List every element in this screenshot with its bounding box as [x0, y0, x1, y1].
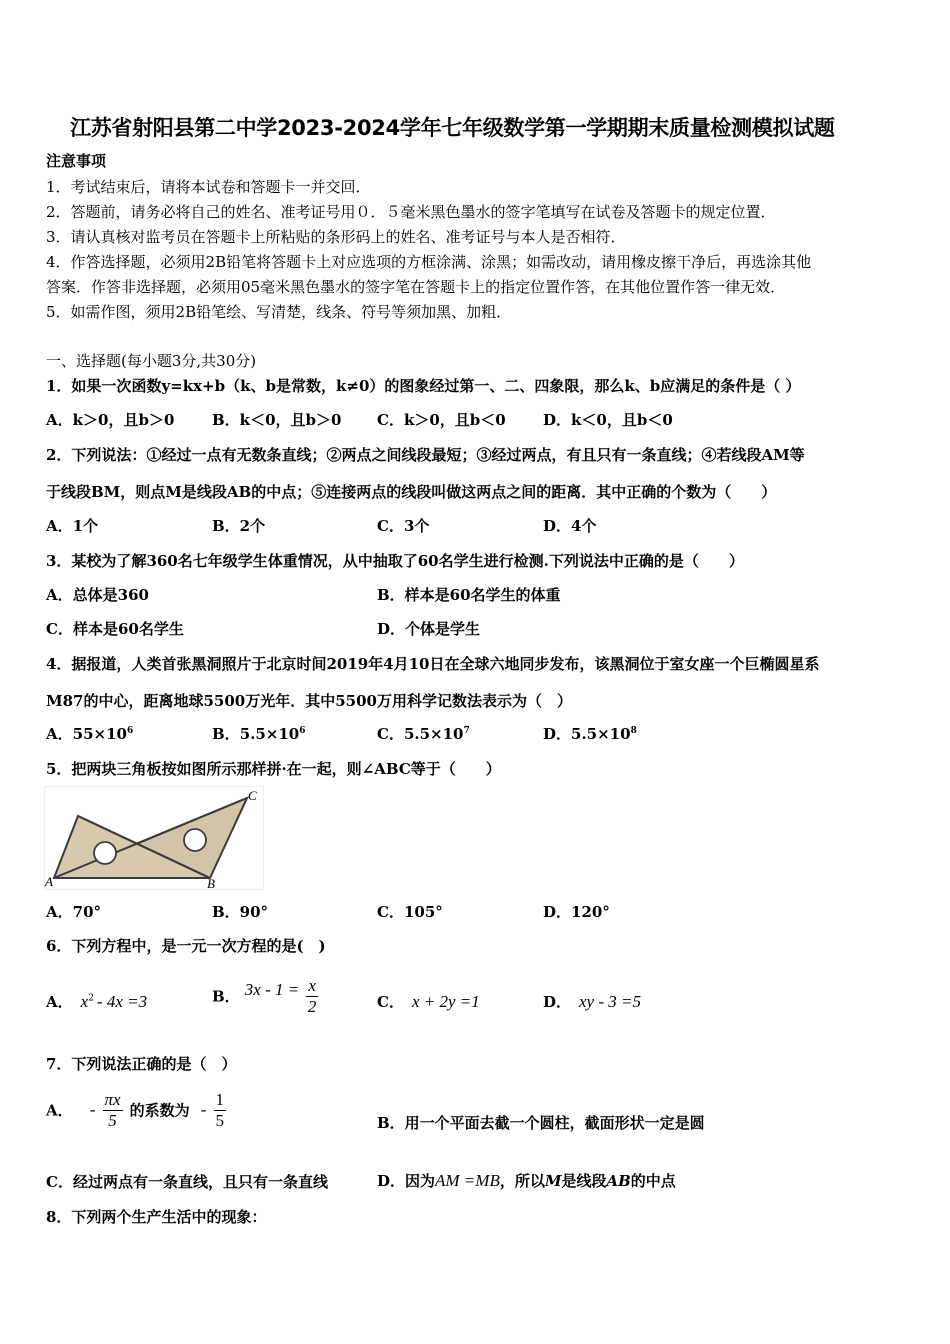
option-a: A．70° [46, 903, 102, 921]
option-a: A．k＞0，且b＞0 [46, 411, 175, 429]
option-a: A．$55\times 10^6$ [46, 725, 134, 743]
option-b: B．2个 [212, 517, 266, 535]
option-c: C．3个 [377, 517, 430, 535]
point-b-label: B [207, 876, 215, 890]
notice-item: 3．请认真核对监考员在答题卡上所粘贴的条形码上的姓名、准考证号与本人是否相符． [46, 228, 626, 246]
fraction: $\frac{x}{2}$ [307, 976, 317, 1016]
option-c: C．105° [377, 903, 443, 921]
option-c: C．k＞0，且b＜0 [377, 411, 506, 429]
option-b: B．样本是60名学生的体重 [377, 586, 561, 604]
question-stem: 4．据报道，人类首张黑洞照片于北京时间2019年4月10日在全球六地同步发布，该黑洞位于室女座一个巨椭圆星系 [46, 655, 820, 673]
option-d: D．k＜0，且b＜0 [543, 411, 673, 429]
section-heading: 一、选择题(每小题3分,共30分) [46, 352, 257, 370]
page-title: 江苏省射阳县第二中学2023-2024学年七年级数学第一学期期末质量检测模拟试题 [70, 116, 835, 140]
fraction: $\frac{\pi x}{5}$ [104, 1090, 121, 1130]
option-b: B． 3x - 1 = $\frac{x}{2}$ [212, 976, 317, 1016]
option-a: A．总体是360 [46, 586, 149, 604]
option-a: A． - $\frac{\pi x}{5}$ 的系数为 - $\frac{1}{5}$ [46, 1090, 225, 1130]
option-c: C．经过两点有一条直线，且只有一条直线 [46, 1173, 328, 1191]
question-stem: 5．把两块三角板按如图所示那样拼·在一起，则∠ABC等于（ ） [46, 760, 501, 778]
option-b: B．90° [212, 903, 269, 921]
question-stem: 6．下列方程中，是一元一次方程的是( ) [46, 937, 326, 955]
option-b: B．用一个平面去截一个圆柱，截面形状一定是圆 [377, 1114, 705, 1132]
option-c: C． x + 2y =1 [377, 992, 480, 1011]
option-a: A．1个 [46, 517, 99, 535]
notice-item: 4．作答选择题，必须用2B铅笔将答题卡上对应选项的方框涂满、涂黑；如需改动，请用橡皮擦干净后，再选涂其他 [46, 253, 812, 271]
notice-item: 2．答题前，请务必将自己的姓名、准考证号用０．５毫米黑色墨水的签字笔填写在试卷及答题卡的规定位置． [46, 203, 776, 221]
point-a-label: A [45, 874, 53, 889]
triangle-figure [44, 786, 264, 890]
question-stem: M87的中心，距离地球5500万光年．其中5500万用科学记数法表示为（ ） [46, 692, 572, 710]
question-stem: 1．如果一次函数y=kx+b（k、b是常数，k≠0）的图象经过第一、二、四象限，那么k、b应满足的条件是（ ） [46, 377, 801, 395]
point-c-label: C [248, 788, 257, 803]
notice-item: 答案．作答非选择题，必须用05毫米黑色墨水的签字笔在答题卡上的指定位置作答，在其他位置作答一律无效． [46, 278, 786, 296]
option-a: A． $x^2 - 4x =3$ [46, 992, 148, 1011]
option-d: D． xy - 3 =5 [543, 992, 641, 1011]
question-stem: 3．某校为了解360名七年级学生体重情况，从中抽取了60名学生进行检测.下列说法中正确的是（ ） [46, 552, 744, 570]
option-c: C．样本是60名学生 [46, 620, 184, 638]
notice-heading: 注意事项 [46, 152, 107, 170]
option-d: D．个体是学生 [377, 620, 481, 638]
notice-item: 5．如需作图，须用2B铅笔绘、写清楚，线条、符号等须加黑、加粗． [46, 303, 512, 321]
triangle-hole [94, 842, 116, 864]
question-stem: 8．下列两个生产生活中的现象： [46, 1208, 267, 1226]
fraction: $\frac{1}{5}$ [215, 1090, 225, 1130]
question-stem: 于线段BM，则点M是线段AB的中点；⑤连接两点的线段叫做这两点之间的距离．其中正确的个数为（ ） [46, 483, 777, 501]
option-b: B．$5.5\times 10^6$ [212, 725, 306, 743]
option-c: C．$5.5\times 10^7$ [377, 725, 470, 743]
option-b: B．k＜0，且b＞0 [212, 411, 342, 429]
option-d: D．4个 [543, 517, 597, 535]
option-d: D．120° [543, 903, 610, 921]
triangle-hole [184, 829, 206, 851]
question-stem: 2．下列说法：①经过一点有无数条直线；②两点之间线段最短；③经过两点，有且只有一条直线；④若线段AM等 [46, 446, 805, 464]
question-stem: 7．下列说法正确的是（ ） [46, 1055, 237, 1073]
option-d: D．因为AM =MB，所以M是线段AB的中点 [377, 1171, 676, 1190]
notice-item: 1．考试结束后，请将本试卷和答题卡一并交回． [46, 178, 371, 196]
option-d: D．$5.5\times 10^8$ [543, 725, 637, 743]
